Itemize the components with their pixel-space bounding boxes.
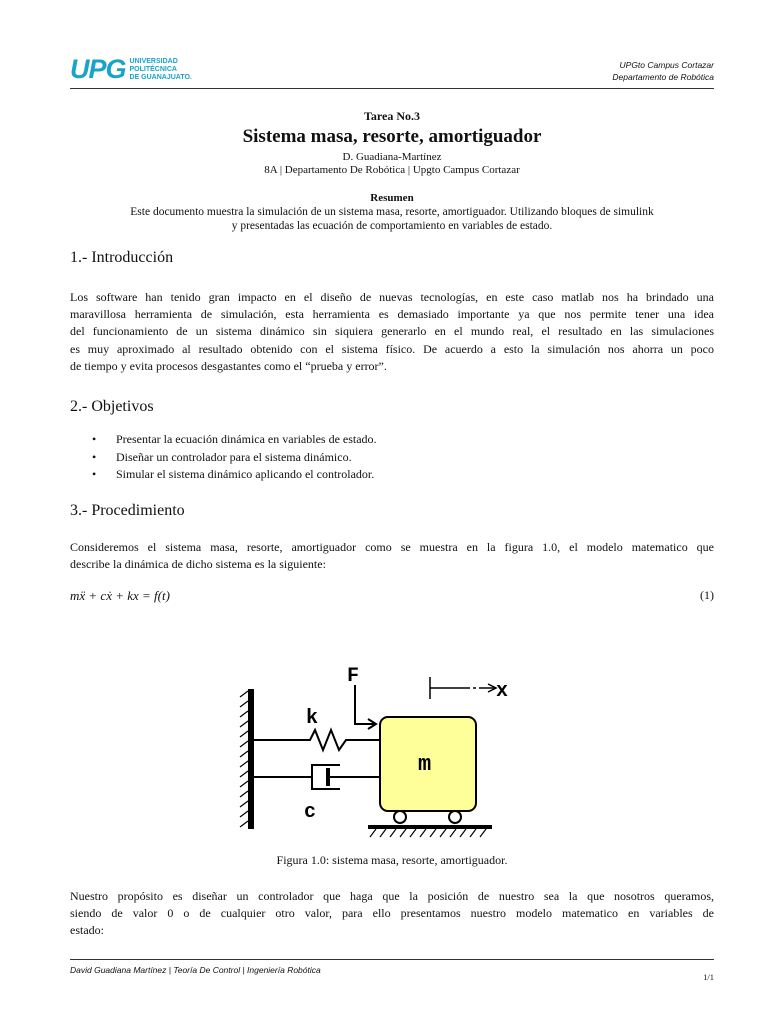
objective-item: • Diseñar un controlador para el sistema dinámico.: [92, 450, 377, 468]
objectives-list: [92, 432, 377, 485]
figure-caption: Figura 1.0: sistema masa, resorte, amortiguador.: [276, 853, 508, 867]
footer-author: David Guadiana Martínez | Teoría De Control | Ingeniería Robótica: [70, 965, 321, 975]
closing-line-2: siendo de valor 0 o de cualquier otro valor, para ello presentamos nuestro modelo matematico en variables de: [70, 906, 714, 921]
section-heading-procedure: 3.- Procedimiento: [70, 502, 185, 519]
objective-item: • Simular el sistema dinámico aplicando el controlador.: [92, 467, 377, 485]
intro-line-3: del funcionamiento de un sistema dinámico sin siquiera generarlo en el mundo real, el resultado en las simulaciones: [70, 324, 714, 339]
closing-line-1: Nuestro propósito es diseñar un controlador que haga que la posición de nuestro sea la que nosotros queramos,: [70, 889, 714, 903]
introduction-paragraph: [70, 289, 714, 375]
wheel-right: [449, 811, 461, 823]
header-affiliation: [612, 59, 714, 83]
page-number: 1/1: [703, 972, 714, 982]
procedure-line-1: Consideremos el sistema masa, resorte, amortiguador como se muestra en la figura 1.0, el modelo matematico que: [70, 540, 714, 554]
header-campus: UPGto Campus Cortazar: [619, 60, 714, 70]
wall: [248, 689, 254, 829]
section-heading-objectives: 2.- Objetivos: [70, 398, 154, 415]
closing-paragraph: [70, 888, 714, 940]
spring: [254, 730, 380, 750]
mass-label: m: [418, 752, 432, 777]
wheel-left: [394, 811, 406, 823]
dynamics-equation: mẍ + cẋ + kx = f(t): [70, 588, 170, 603]
procedure-line-2: describe la dinámica de dicho sistema es la siguiente:: [70, 557, 326, 572]
damper: [254, 765, 380, 789]
intro-line-4: es muy aproximado al resultado obtenido con el sistema físico. De acuerdo a esto la simulación nos ahorra un poco: [70, 341, 714, 356]
abstract-line-1: Este documento muestra la simulación de un sistema masa, resorte, amortiguador. Utilizando bloques de simulink: [130, 206, 654, 218]
objective-item: • Presentar la ecuación dinámica en variables de estado.: [92, 432, 377, 450]
equation-number: (1): [700, 588, 714, 602]
wall-hatching: [240, 691, 248, 827]
force-arrow: [355, 685, 376, 729]
displacement-arrow: [430, 677, 496, 699]
intro-line-1: Los software han tenido gran impacto en el diseño de nuevas tecnologías, en este caso matlab nos ha brindado una: [70, 290, 714, 304]
university-logo: [70, 56, 192, 83]
document-title: Sistema masa, resorte, amortiguador: [242, 126, 542, 147]
displacement-label: x: [495, 680, 508, 703]
logo-text: [130, 58, 192, 82]
logo-mark: UPG: [70, 54, 126, 84]
header-divider: [70, 88, 714, 89]
closing-line-3: estado:: [70, 923, 104, 938]
assignment-number: Tarea No.3: [363, 109, 420, 123]
ground-hatching: [370, 829, 486, 837]
logo-line-3: DE GUANAJUATO.: [129, 73, 192, 81]
mass-spring-damper-figure: [240, 657, 508, 842]
intro-line-2: maravillosa herramienta de simulación, esta herramienta es demasiado importante ya que nos permite tener una idea: [70, 307, 714, 322]
ground: [368, 825, 492, 829]
section-heading-introduction: 1.- Introducción: [70, 249, 174, 266]
abstract-line-2: y presentadas las ecuación de comportamiento en variables de estado.: [231, 220, 553, 232]
damper-label: c: [304, 801, 317, 824]
logo-line-2: POLITÉCNICA: [129, 65, 177, 73]
abstract-heading: Resumen: [370, 192, 414, 204]
procedure-paragraph: [70, 539, 714, 573]
affiliation: 8A | Departamento De Robótica | Upgto Campus Cortazar: [264, 164, 520, 176]
header-department: Departamento de Robótica: [612, 72, 714, 82]
author: D. Guadiana-Martínez: [342, 151, 442, 163]
spring-label: k: [306, 707, 319, 730]
logo-line-1: UNIVERSIDAD: [129, 57, 178, 65]
intro-line-5: de tiempo y evita procesos desgastantes como el “prueba y error”.: [70, 358, 387, 373]
force-label: F: [347, 665, 360, 688]
footer-divider: [70, 959, 714, 960]
